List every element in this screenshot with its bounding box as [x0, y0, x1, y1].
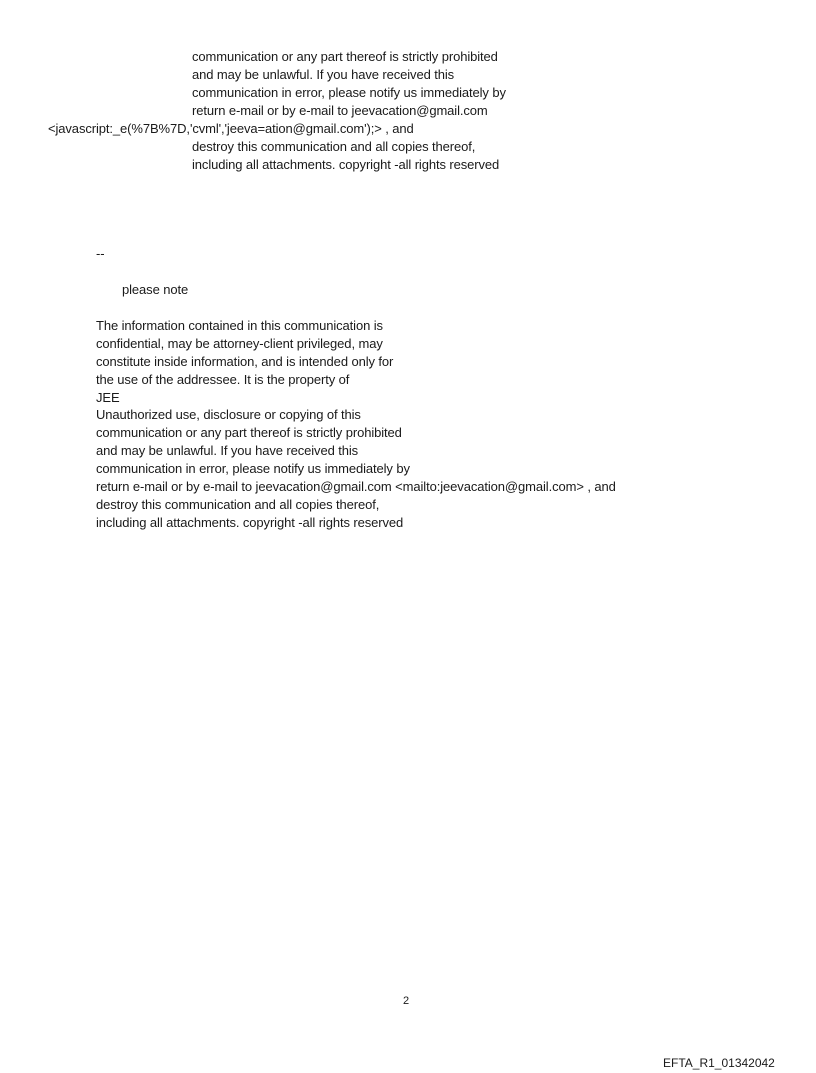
bates-number: EFTA_R1_01342042 — [663, 1056, 775, 1070]
text-line: the use of the addressee. It is the property of — [96, 372, 350, 387]
text-line: including all attachments. copyright -all rights reserved — [192, 157, 500, 172]
text-line: The information contained in this communication is — [96, 318, 383, 333]
text-line: communication or any part thereof is strictly prohibited — [192, 49, 498, 64]
text-line: including all attachments. copyright -all rights reserved — [96, 515, 404, 530]
text-line: destroy this communication and all copies thereof, — [96, 497, 380, 512]
text-line: communication in error, please notify us immediately by — [96, 461, 410, 476]
text-line-with-email: return e-mail or by e-mail to jeevacation@gmail.com <mailto:jeevacation@gmail.com> , and — [96, 479, 616, 494]
text-line: and may be unlawful. If you have received this — [192, 67, 455, 82]
text-line: destroy this communication and all copies thereof, — [192, 139, 476, 154]
javascript-link-text: <javascript:_e(%7B%7D,'cvml','jeeva=ation@gmail.com');> , and — [48, 121, 414, 136]
page-number: 2 — [403, 995, 410, 1007]
text-line: return e-mail or by e-mail to jeevacation@gmail.com — [192, 103, 488, 118]
signature-separator: -- — [96, 246, 105, 261]
text-line: constitute inside information, and is intended only for — [96, 354, 394, 369]
text-line: JEE — [96, 390, 120, 405]
text-line: Unauthorized use, disclosure or copying of this — [96, 407, 361, 422]
note-heading: please note — [122, 282, 189, 297]
text-line: communication in error, please notify us immediately by — [192, 85, 506, 100]
text-line: communication or any part thereof is strictly prohibited — [96, 425, 402, 440]
text-line: confidential, may be attorney-client privileged, may — [96, 336, 383, 351]
text-line: and may be unlawful. If you have received this — [96, 443, 359, 458]
